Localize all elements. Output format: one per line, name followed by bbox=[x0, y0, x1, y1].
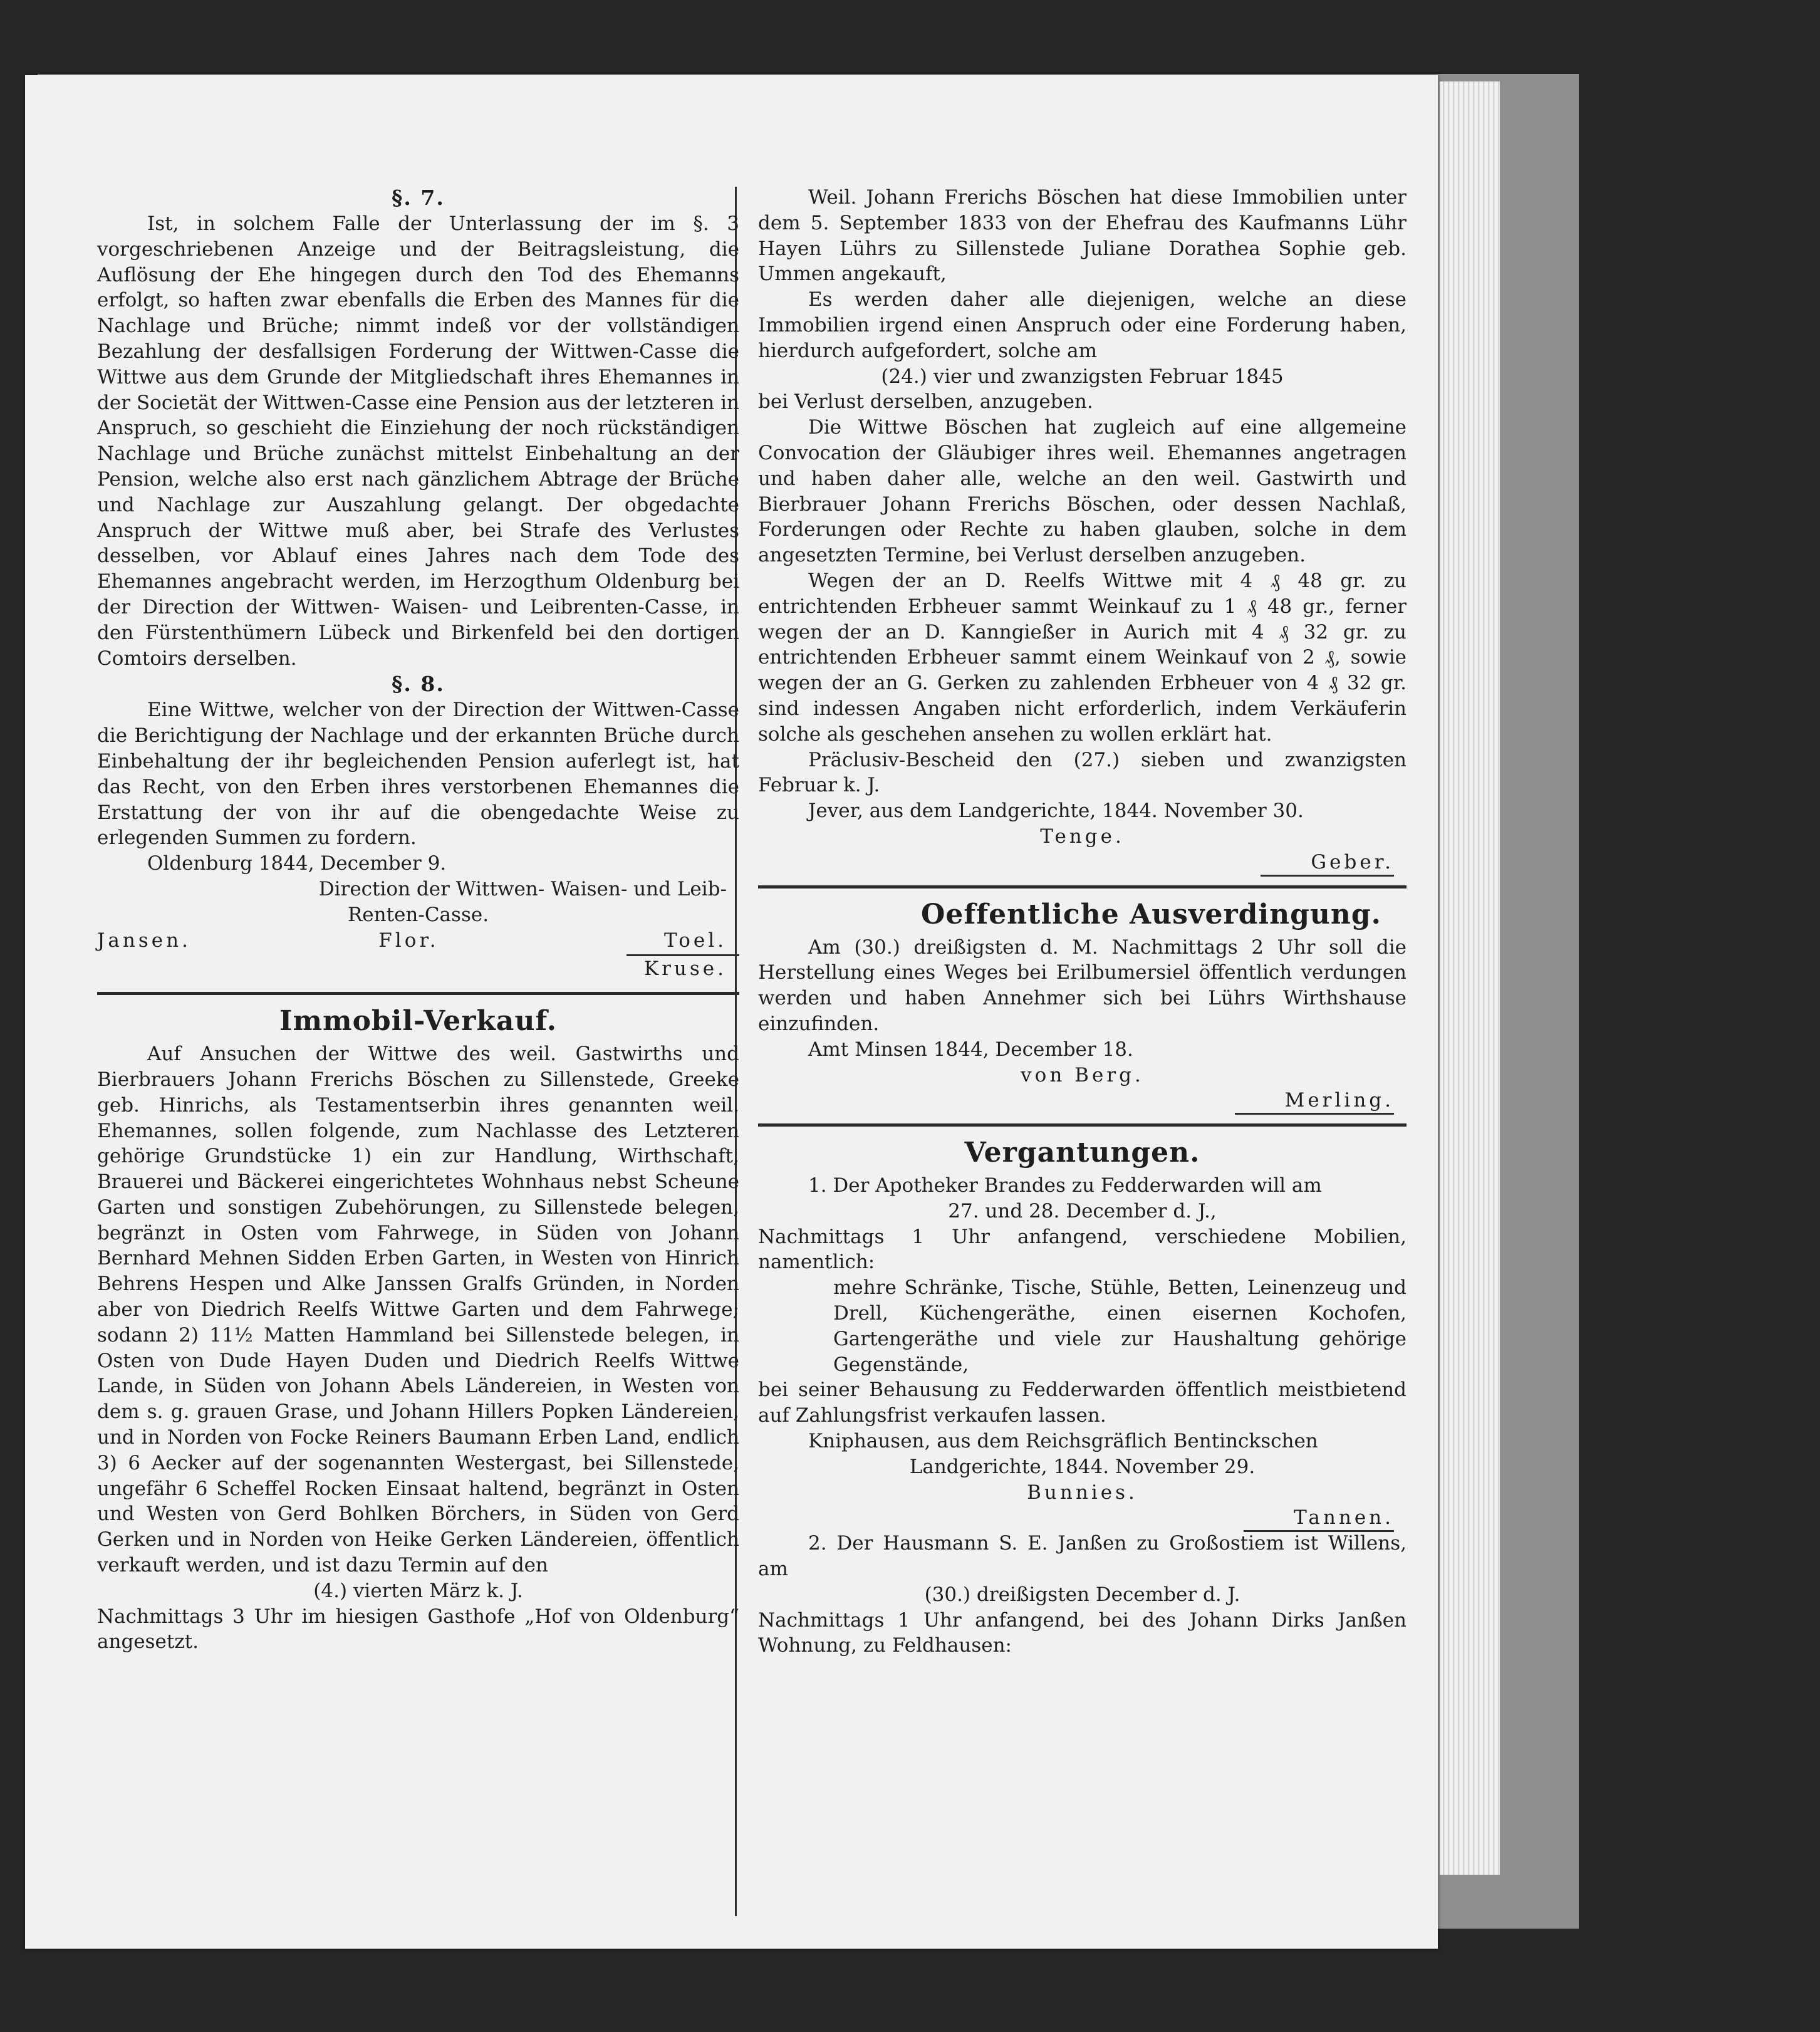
signature-geber: Geber. bbox=[758, 850, 1407, 875]
notice-paragraph-2: Es werden daher alle diejenigen, welche an diese Immobilien irgend einen Anspruch oder eine Forderung haben, hierdurch aufgefordert, solche am bbox=[758, 288, 1407, 362]
signature-berg: von Berg. bbox=[1021, 1063, 1144, 1086]
section-8-text: Eine Wittwe, welcher von der Direction der Wittwen-Casse die Berichtigung der Nachlage und der erkannten Brüche durch Einbehaltung der ihr begleichenden Pension auferlegt ist, hat das Recht, von den Erben ihres verstorbenen Ehemannes die Erstattung der von ihr auf die obengedachte Weise zu erlegenden Summen zu fordern. bbox=[97, 699, 739, 850]
signature-toel: Toel. bbox=[627, 928, 739, 957]
notice-paragraph-4: Wegen der an D. Reelfs Wittwe mit 4 ₰ 48 gr. zu entrichtenden Erbheuer sammt Weinkauf zu 1 ₰ 48 gr., ferner wegen der an D. Kanngießer in Aurich mit 4 ₰ 32 gr. zu entrichtenden Erbheuer sammt einem Weinkauf von 2 ₰, sowie wegen der an G. Gerken zu zahlenden Erbheuer von 4 ₰ 32 gr. sind indessen Angaben nicht erforderlich, indem Verkäuferin solche als geschehen ansehen zu wollen erklärt hat. bbox=[758, 569, 1407, 746]
notice-paragraph-2b: bei Verlust derselben, anzugeben. bbox=[758, 390, 1093, 414]
signature-flor: Flor. bbox=[378, 929, 439, 952]
sale-term-date: (4.) vierten März k. J. bbox=[313, 1579, 523, 1602]
signature-bunnies: Bunnies. bbox=[1027, 1481, 1138, 1504]
signature-kruse: Kruse. bbox=[643, 957, 727, 981]
notice-date: Oldenburg 1844, December 9. bbox=[147, 852, 447, 875]
vergantung-1-place: bei seiner Behausung zu Fedderwarden öffentlich meistbietend auf Zahlungsfrist verkaufen lassen. bbox=[758, 1378, 1407, 1427]
section-rule-3 bbox=[758, 1123, 1407, 1127]
vergantung-2-date: (30.) dreißigsten December d. J. bbox=[924, 1583, 1240, 1606]
ausverdingung-text: Am (30.) dreißigsten d. M. Nachmittags 2 Uhr soll die Herstellung eines Weges bei Erilbumersiel öffentlich verdungen werden und haben Annehmer sich bei Lührs Wirthshause einzufinden. bbox=[758, 935, 1407, 1035]
vergantung-1-date: 27. und 28. December d. J., bbox=[948, 1199, 1217, 1222]
vergantung-1-items: mehre Schränke, Tische, Stühle, Betten, Leinenzeug und Drell, Küchengeräthe, einen eisernen Kochofen, Gartengeräthe und viele zur Haushaltung gehörige Gegenstände, bbox=[833, 1276, 1407, 1376]
notice-paragraph-5: Präclusiv-Bescheid den (27.) sieben und zwanzigsten Februar k. J. bbox=[758, 748, 1407, 797]
signature-tannen: Tannen. bbox=[758, 1505, 1407, 1531]
vergantungen-heading: Vergantungen. bbox=[964, 1137, 1200, 1169]
section-rule-2 bbox=[758, 885, 1407, 888]
ausverdingung-heading: Oeffentliche Ausverdingung. bbox=[921, 898, 1381, 930]
notice-paragraph-1: Weil. Johann Frerichs Böschen hat diese Immobilien unter dem 5. September 1833 von der Ehefrau des Kaufmanns Lühr Hayen Lührs zu Sillenstede Juliane Dorathea Sophie geb. Ummen angekauft, bbox=[758, 186, 1407, 286]
left-column bbox=[97, 185, 739, 1655]
signature-jansen: Jansen. bbox=[97, 929, 191, 952]
issuing-direction-cont: Renten-Casse. bbox=[347, 903, 489, 926]
newspaper-page bbox=[25, 75, 1438, 1949]
term-date-1: (24.) vier und zwanzigsten Februar 1845 bbox=[881, 365, 1284, 388]
court-date-jever: Jever, aus dem Landgerichte, 1844. November 30. bbox=[808, 800, 1304, 823]
notice-paragraph-3: Die Wittwe Böschen hat zugleich auf eine allgemeine Convocation der Gläubiger ihres weil. Ehemannes angetragen und haben daher alle, welche an den weil. Gastwirth und Bierbrauer Johann Frerichs Böschen, oder dessen Nachlaß, Forderungen oder Rechte zu haben glauben, solche in dem angesetzten Termine, bei Verlust derselben anzugeben. bbox=[758, 416, 1407, 567]
vergantung-1-intro: 1. Der Apotheker Brandes zu Fedderwarden will am bbox=[808, 1174, 1322, 1197]
kniphausen-court: Kniphausen, aus dem Reichsgräflich Bentinckschen bbox=[808, 1430, 1318, 1453]
vergantung-2-time: Nachmittags 1 Uhr anfangend, bei des Johann Dirks Janßen Wohnung, zu Feldhausen: bbox=[758, 1608, 1407, 1657]
signature-tenge: Tenge. bbox=[1040, 825, 1125, 848]
immobil-verkauf-text: Auf Ansuchen der Wittwe des weil. Gastwirths und Bierbrauers Johann Frerichs Böschen zu Sillenstede, Greeke geb. Hinrichs, als Testamentserbin ihres genannten weil. Ehemannes, sollen folgende, zum Nachlasse des Letzteren gehörige Grundstücke 1) ein zur Handlung, Wirthschaft, Brauerei und Bäckerei eingerichtetes Wohnhaus nebst Scheune Garten und sonstigen Zubehörungen, zu Sillenstede belegen, begränzt in Osten vom Fahrwege, in Süden von Johann Bernhard Mehnen Sidden Erben Garten, in Westen von Hinrich Behrens Hespen und Alke Janssen Gralfs Gründen, in Norden aber von Diedrich Reelfs Wittwe Garten und dem Fahrwege; sodann 2) 11½ Matten Hammland bei Sillenstede belegen, in Osten von Dude Hayen Duden und Diedrich Reelfs Wittwe Lande, in Süden von Johann Abels Ländereien, in Westen von dem s. g. grauen Grase, und Johann Hillers Popken Ländereien, und in Norden von Focke Reiners Baumann Erben Land, endlich 3) 6 Aecker auf der sogenannten Westergast, bei Sillenstede, ungefähr 6 Scheffel Rocken Einsaat haltend, begränzt in Osten und Westen von Gerd Bohlken Börchers, in Süden von Gerd Gerken und in Norden von Heike Gerken Ländereien, öffentlich verkauft werden, und ist dazu Termin auf den bbox=[97, 1043, 739, 1577]
section-7-heading: §. 7. bbox=[392, 185, 445, 210]
right-column bbox=[758, 185, 1407, 1659]
vergantung-1-time: Nachmittags 1 Uhr anfangend, verschiedene Mobilien, namentlich: bbox=[758, 1225, 1407, 1274]
immobil-verkauf-heading: Immobil-Verkauf. bbox=[279, 1005, 558, 1038]
kniphausen-court-date: Landgerichte, 1844. November 29. bbox=[909, 1455, 1256, 1478]
section-8-heading: §. 8. bbox=[392, 672, 445, 697]
signature-row-1 bbox=[97, 928, 739, 957]
book-page-edges bbox=[1440, 81, 1500, 1875]
amt-minsen-date: Amt Minsen 1844, December 18. bbox=[808, 1038, 1133, 1061]
signature-merling: Merling. bbox=[758, 1088, 1407, 1113]
immobil-verkauf-text-end: Nachmittags 3 Uhr im hiesigen Gasthofe „Hof von Oldenburg“ angesetzt. bbox=[97, 1605, 739, 1654]
vergantung-2-intro: 2. Der Hausmann S. E. Janßen zu Großostiem ist Willens, am bbox=[758, 1532, 1407, 1581]
issuing-direction: Direction der Wittwen- Waisen- und Leib- bbox=[318, 877, 727, 900]
section-rule bbox=[97, 992, 739, 995]
section-7-text: Ist, in solchem Falle der Unterlassung der im §. 3 vorgeschriebenen Anzeige und der Beitragsleistung, die Auflösung der Ehe hingegen durch den Tod des Ehemanns erfolgt, so haften zwar ebenfalls die Erben des Mannes für die Nachlage und Brüche; nimmt indeß vor der vollständigen Bezahlung der desfallsigen Forderung der Wittwen-Casse die Wittwe aus dem Grunde der Mitgliedschaft ihres Ehemannes in der Societät der Wittwen-Casse eine Pension aus der letzteren in Anspruch, so geschieht die Einziehung der noch rückständigen Nachlage und Brüche zunächst mittelst Einbehaltung an der Pension, welche also erst nach gänzlichem Abtrage der Brüche und Nachlage zur Auszahlung gelangt. Der obgedachte Anspruch der Wittwe muß aber, bei Strafe des Verlustes desselben, vor Ablauf eines Jahres nach dem Tode des Ehemannes angebracht werden, im Herzogthum Oldenburg bei der Direction der Wittwen- Waisen- und Leibrenten-Casse, in den Fürstenthümern Lübeck und Birkenfeld bei den dortigen Comtoirs derselben. bbox=[97, 212, 739, 670]
